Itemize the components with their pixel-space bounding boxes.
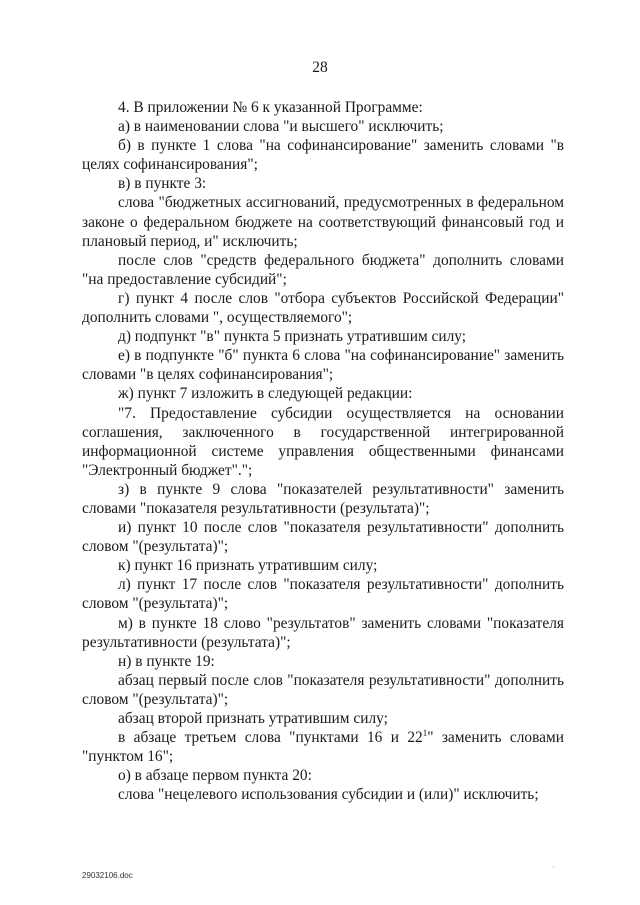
paragraph-subitem-l: л) пункт 17 после слов "показателя результативности" дополнить словом "(результата)"; (82, 576, 564, 613)
paragraph-subitem-g: г) пункт 4 после слов "отбора субъектов Российской Федерации" дополнить словами ", осуществляемого"; (82, 289, 564, 327)
superscript-mark: 1 (422, 728, 428, 739)
page-number: 28 (312, 59, 328, 76)
third-abzac-text-end: " заменить словами "пунктом 16"; (82, 729, 564, 766)
paragraph-misuse-words: слова "нецелевого использования субсидии и (или)" исключить; (118, 786, 539, 804)
paragraph-federal-funds: после слов "средств федерального бюджета" дополнить словами "на предоставление субсидий"; (82, 251, 564, 288)
paragraph-first-abzac: абзац первый после слов "показателя результативности" дополнить словом "(результата)"; (82, 671, 564, 708)
paragraph-subitem-zh: ж) пункт 7 изложить в следующей редакции: (118, 385, 413, 403)
paragraph-subitem-a: а) в наименовании слова "и высшего" исключить; (118, 118, 444, 136)
third-abzac-text-start: в абзаце третьем слова "пунктами 16 и 22 (118, 729, 423, 747)
footer-file-name: 29032106.doc (82, 871, 133, 880)
paragraph-subitem-e: е) в подпункте "б" пункта 6 слова "на софинансирование" заменить словами "в целях софинансирования"; (82, 347, 564, 384)
paragraph-subitem-k: к) пункт 16 признать утратившим силу; (118, 557, 378, 575)
paragraph-third-abzac (82, 728, 564, 766)
footer-margin-mark: · (552, 862, 555, 872)
paragraph-subitem-o: о) в абзаце первом пункта 20: (118, 767, 312, 785)
paragraph-subitem-m: м) в пункте 18 слово "результатов" заменить словами "показателя результативности (результата)"; (82, 614, 564, 651)
paragraph-subitem-n: н) в пункте 19: (118, 652, 215, 670)
paragraph-subitem-z: з) в пункте 9 слова "показателей результативности" заменить словами "показателя результативности (результата)"; (82, 480, 564, 517)
paragraph-second-abzac: абзац второй признать утратившим силу; (118, 710, 388, 727)
paragraph-subitem-d: д) подпункт "в" пункта 5 признать утратившим силу; (118, 328, 467, 346)
paragraph-subitem-b: б) в пункте 1 слова "на софинансирование" заменить словами "в целях софинансирования"; (82, 137, 564, 174)
paragraph-item-4: 4. В приложении № 6 к указанной Программе: (118, 99, 423, 116)
paragraph-subitem-v: в) в пункте 3: (118, 175, 207, 193)
paragraph-point-7-text: "7. Предоставление субсидии осуществляется на основании соглашения, заключенного в государственной интегрированной информационной системе управления общественными финансами "Электронный бюджет"."; (82, 404, 564, 479)
paragraph-subitem-i: и) пункт 10 после слов "показателя результативности" дополнить словом "(результата)"; (82, 519, 564, 556)
document-body (82, 98, 564, 804)
paragraph-budget-words: слова "бюджетных ассигнований, предусмотренных в федеральном законе о федеральном бюджете на соответствующий финансовый год и плановый период, и" исключить; (82, 194, 564, 250)
